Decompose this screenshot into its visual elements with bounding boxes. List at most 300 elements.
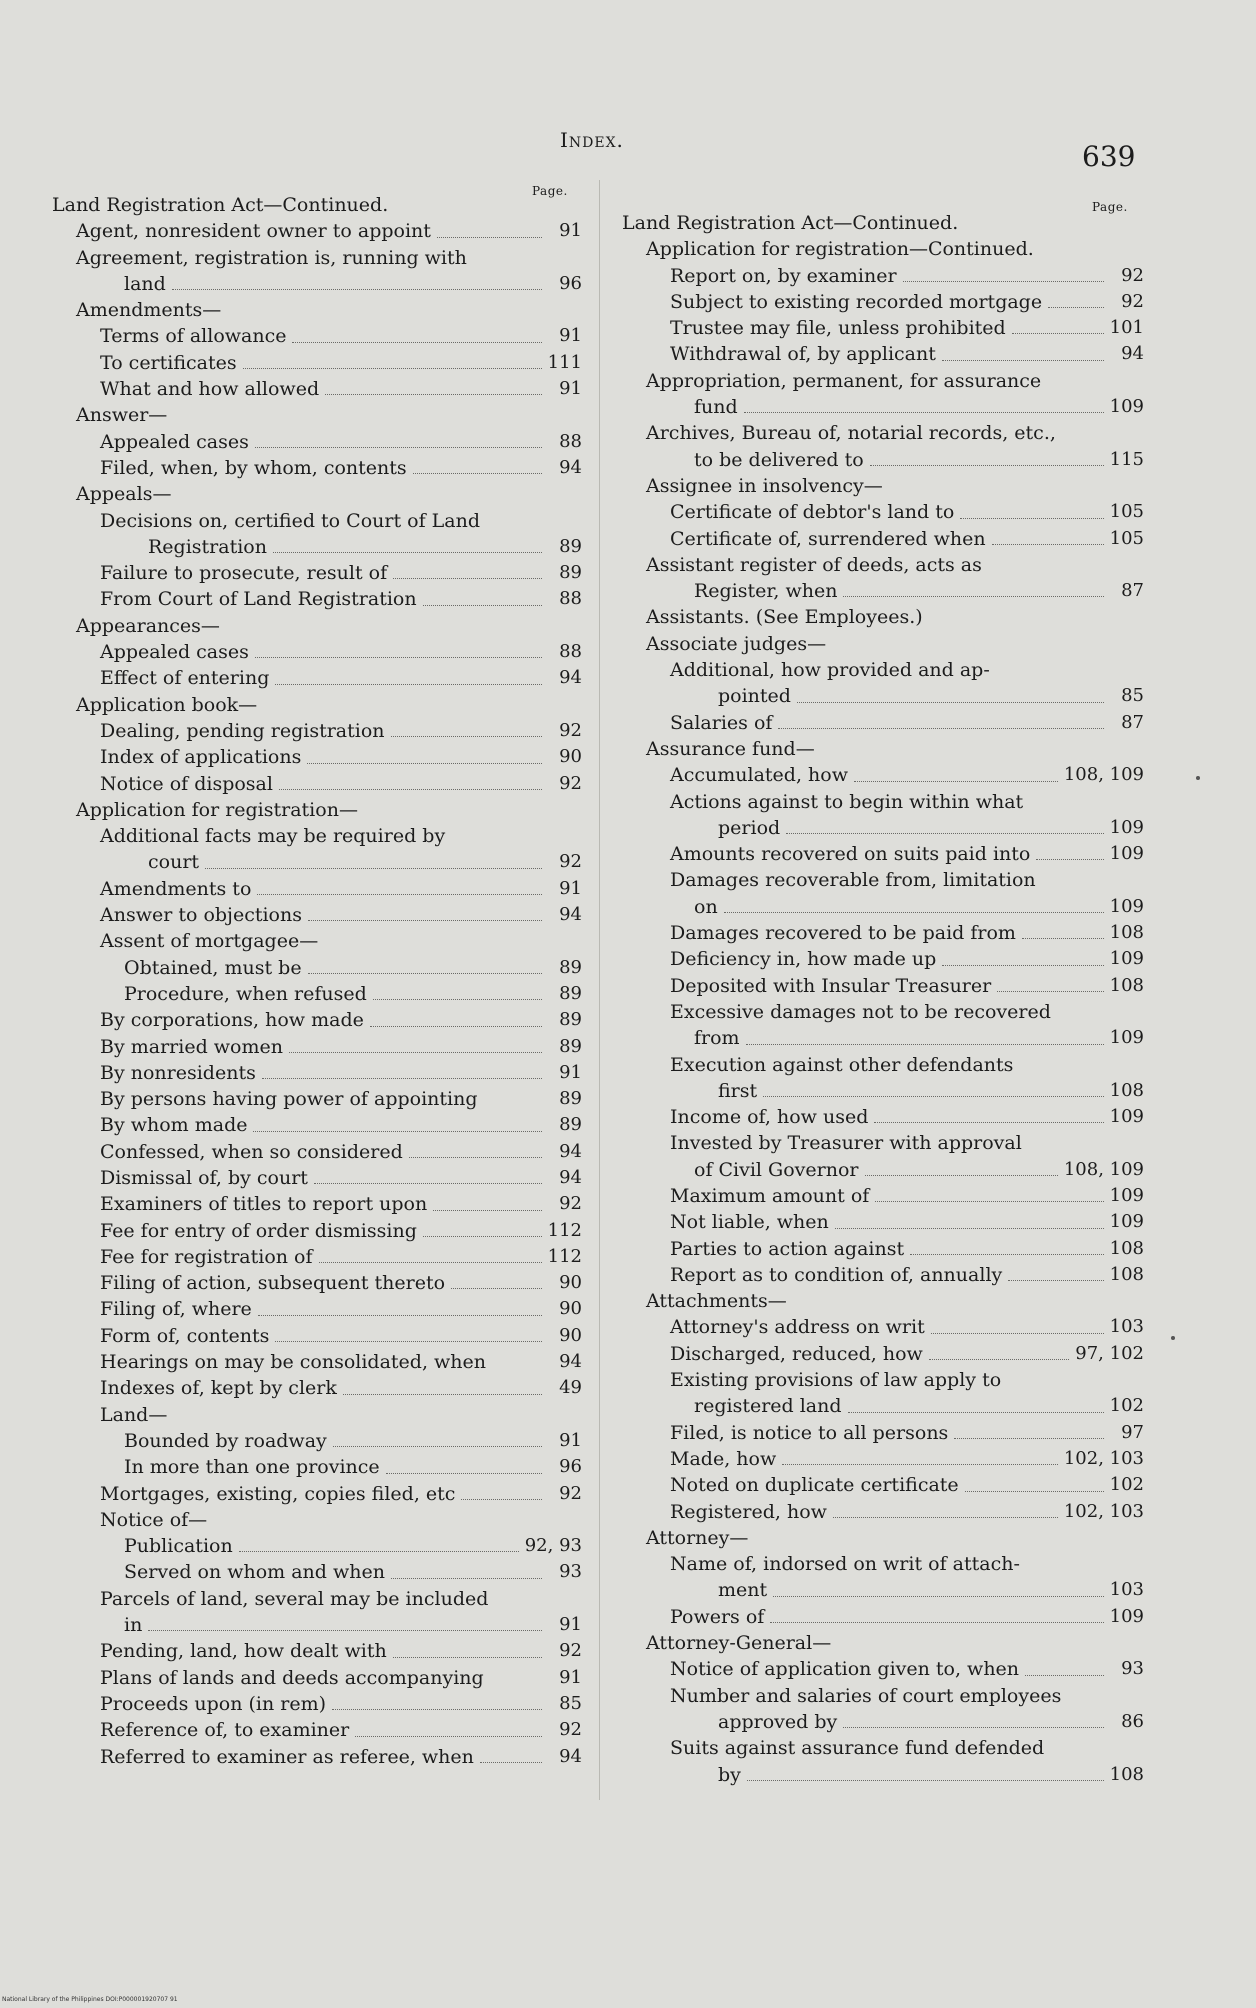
leader-dots [770,1622,1103,1623]
index-entry [622,789,1144,815]
leader-dots [391,736,542,737]
index-entry-text: Additional, how provided and ap- [670,659,990,682]
leader-dots [451,1288,542,1289]
index-entry [52,1139,582,1165]
index-page-ref: 90 [559,746,582,768]
index-page-ref: 94 [559,1745,582,1767]
index-entry-text: Filed, is notice to all persons [670,1421,949,1444]
index-entry [622,815,1144,841]
index-entry [622,394,1144,420]
index-page-ref: 109 [1109,1184,1144,1206]
index-page-ref: 93 [1121,1658,1144,1680]
index-entry [52,823,582,849]
index-entry [52,429,582,455]
leader-dots [413,473,542,474]
index-page-ref: 109 [1109,1605,1144,1627]
index-entry-text: Land Registration Act—Continued. [622,212,959,234]
index-entry-text: Referred to examiner as referee, when [100,1745,474,1768]
index-entry-text: Bounded by roadway [124,1429,327,1452]
index-entry-text: Assurance fund— [646,737,815,760]
index-entry-text: From Court of Land Registration [100,588,417,611]
index-page-ref: 87 [1121,580,1144,602]
leader-dots [763,1096,1103,1097]
index-entry [622,710,1144,736]
index-entry [52,1165,582,1191]
index-page-ref: 87 [1121,711,1144,733]
index-entry-text: Powers of [670,1605,765,1628]
index-entry-text: Appealed cases [100,430,249,453]
index-entry [52,1007,582,1033]
page-title: Index. [560,128,624,152]
index-entry [622,683,1144,709]
index-entry-text: Effect of entering [100,667,270,690]
index-entry-text: To certificates [100,351,237,374]
index-entry-text: By whom made [100,1114,248,1137]
index-entry-text: Additional facts may be required by [100,825,446,848]
index-page-ref: 88 [559,588,582,610]
index-entry [622,1104,1144,1130]
index-entry-text: Report as to condition of, annually [670,1263,1003,1286]
index-entry [52,271,582,297]
index-entry [622,1683,1144,1709]
index-page-ref: 91 [559,325,582,347]
leader-dots [1012,333,1104,334]
index-entry [622,657,1144,683]
index-entry-text: Index of applications [100,746,302,769]
index-entry-text: Noted on duplicate certificate [670,1474,959,1497]
index-entry-text: Answer to objections [100,904,302,927]
index-entry [622,1052,1144,1078]
leader-dots [992,544,1104,545]
index-page-ref: 89 [559,562,582,584]
index-entry-text: Examiners of titles to report upon [100,1193,428,1216]
index-entry-text: Attachments— [646,1290,787,1313]
leader-dots [273,552,542,553]
index-page-ref: 109 [1109,396,1144,418]
leader-dots [746,1044,1104,1045]
index-entry-text: Existing provisions of law apply to [670,1369,1002,1392]
index-page-ref: 92 [559,772,582,794]
leader-dots [744,412,1104,413]
index-page-ref: 89 [559,535,582,557]
leader-dots [782,1464,1058,1465]
index-page-ref: 91 [559,877,582,899]
index-entry [52,1086,582,1112]
leader-dots [843,1727,1104,1728]
leader-dots [833,1517,1058,1518]
index-entry [622,1314,1144,1340]
index-entry-text: Hearings on may be consolidated, when [100,1351,487,1374]
index-entry [622,1709,1144,1735]
index-entry [52,1481,582,1507]
index-page-ref: 91 [559,1666,582,1688]
index-page-ref: 109 [1109,1106,1144,1128]
leader-dots [960,518,1103,519]
index-page-ref: 103 [1109,1316,1144,1338]
index-entry-text: Application book— [76,693,258,716]
index-entry-text: In more than one province [124,1456,380,1479]
page-number: 639 [1082,140,1136,173]
index-entry [622,631,1144,657]
index-entry-text: Appealed cases [100,641,249,664]
index-entry-text: Parcels of land, several may be included [100,1587,489,1610]
index-entry-text: Amounts recovered on suits paid into [670,843,1031,866]
index-page-ref: 88 [559,430,582,452]
left-page-label: Page. [532,184,568,198]
leader-dots [773,1596,1104,1597]
leader-dots [275,1341,542,1342]
index-entry [52,1060,582,1086]
index-page-ref: 93 [559,1561,582,1583]
index-entry [52,560,582,586]
leader-dots [243,368,542,369]
index-entry-text: Filed, when, by whom, contents [100,456,407,479]
index-entry-text: registered land [694,1395,842,1418]
leader-dots [797,702,1104,703]
index-entry-text: Discharged, reduced, how [670,1342,923,1365]
index-page-ref: 101 [1109,317,1144,339]
right-index-column [622,210,1144,1788]
index-entry [622,1630,1144,1656]
index-entry [52,481,582,507]
scan-footer: National Library of the Philippines DOI:P000001920707 91 [2,1996,178,2003]
index-entry [622,1262,1144,1288]
index-entry [622,1183,1144,1209]
leader-dots [332,1709,542,1710]
leader-dots [929,1359,1069,1360]
index-entry-text: Plans of lands and deeds accompanying [100,1666,484,1689]
index-entry [622,499,1144,525]
index-entry-text: of Civil Governor [694,1158,859,1181]
leader-dots [1048,307,1104,308]
index-entry-text: Land Registration Act—Continued. [52,194,389,216]
index-entry [622,1341,1144,1367]
index-entry-text: on [694,895,718,918]
index-entry-text: By nonresidents [100,1061,256,1084]
index-entry-text: Subject to existing recorded mortgage [670,290,1043,313]
index-entry-text: By persons having power of appointing [100,1088,478,1111]
index-entry [622,289,1144,315]
index-entry [622,946,1144,972]
index-entry-text: Damages recoverable from, limitation [670,869,1036,892]
index-entry [52,1218,582,1244]
index-entry-text: Terms of allowance [100,325,287,348]
index-entry-text: Amendments— [76,299,222,322]
index-entry [52,1665,582,1691]
leader-dots [386,1473,542,1474]
index-entry [52,1717,582,1743]
index-entry [52,350,582,376]
leader-dots [307,763,542,764]
leader-dots [393,578,542,579]
index-entry [52,586,582,612]
index-entry-text: Obtained, must be [124,956,302,979]
index-entry [52,534,582,560]
index-entry [622,1472,1144,1498]
index-page-ref: 96 [559,1456,582,1478]
index-entry-text: Trustee may file, unless prohibited [670,317,1006,340]
leader-dots [865,1175,1058,1176]
index-page-ref: 92 [559,851,582,873]
index-page-ref: 109 [1109,816,1144,838]
index-page-ref: 88 [559,641,582,663]
index-page-ref: 102, 103 [1063,1447,1144,1469]
index-entry-text: Form of, contents [100,1324,270,1347]
index-entry [622,973,1144,999]
index-entry [622,236,1144,262]
leader-dots [433,1210,542,1211]
leader-dots [239,1551,519,1552]
index-page-ref: 103 [1109,1579,1144,1601]
index-entry [622,1367,1144,1393]
leader-dots [875,1201,1103,1202]
index-entry [52,508,582,534]
index-entry [622,447,1144,473]
index-entry [622,420,1144,446]
index-entry-text: Attorney— [646,1526,749,1549]
index-entry-text: Damages recovered to be paid from [670,922,1016,945]
index-entry [52,1428,582,1454]
index-entry-text: Fee for entry of order dismissing [100,1219,417,1242]
leader-dots [480,1762,542,1763]
index-entry-text: Dealing, pending registration [100,719,385,742]
index-entry [52,771,582,797]
index-entry [52,928,582,954]
index-page-ref: 92 [1121,264,1144,286]
index-entry [52,902,582,928]
index-entry [622,263,1144,289]
index-page-ref: 92 [559,1193,582,1215]
index-entry-text: Amendments to [100,877,252,900]
leader-dots [1036,859,1103,860]
index-entry [52,1507,582,1533]
leader-dots [942,360,1104,361]
index-entry-text: Fee for registration of [100,1245,313,1268]
leader-dots [848,1412,1104,1413]
index-entry-text: Filing of, where [100,1298,252,1321]
index-entry [52,402,582,428]
index-entry [622,210,1144,236]
right-page-label: Page. [1092,200,1128,214]
index-page-ref: 49 [559,1377,582,1399]
index-entry [622,1078,1144,1104]
index-entry-text: Indexes of, kept by clerk [100,1377,337,1400]
index-entry [622,867,1144,893]
leader-dots [903,281,1104,282]
index-entry [52,849,582,875]
index-page-ref: 94 [559,904,582,926]
index-entry [622,1236,1144,1262]
leader-dots [870,465,1104,466]
index-entry-text: Assignee in insolvency— [646,474,883,497]
leader-dots [409,1157,542,1158]
index-entry-text: Parties to action against [670,1237,905,1260]
index-page-ref: 90 [559,1272,582,1294]
index-entry-text: Execution against other defendants [670,1053,1014,1076]
leader-dots [423,605,542,606]
index-entry [52,981,582,1007]
index-entry-text: Deficiency in, how made up [670,948,937,971]
left-index-column [52,192,582,1770]
index-entry [622,736,1144,762]
index-entry [622,368,1144,394]
index-entry [52,955,582,981]
index-entry-text: Dismissal of, by court [100,1166,308,1189]
index-page-ref: 108, 109 [1063,764,1144,786]
leader-dots [843,596,1104,597]
index-entry [52,1349,582,1375]
leader-dots [289,1052,542,1053]
index-page-ref: 94 [559,1140,582,1162]
leader-dots [931,1333,1104,1334]
leader-dots [262,1078,542,1079]
index-entry [52,1270,582,1296]
index-entry-text: Decisions on, certified to Court of Land [100,509,480,532]
index-page-ref: 109 [1109,948,1144,970]
index-page-ref: 92 [559,1640,582,1662]
index-page-ref: 94 [559,1166,582,1188]
index-page-ref: 91 [559,1614,582,1636]
index-entry [52,1244,582,1270]
index-page-ref: 89 [559,956,582,978]
leader-dots [393,1657,542,1658]
index-page-ref: 97, 102 [1075,1342,1144,1364]
index-entry-text: Registration [148,535,267,558]
index-entry-text: By corporations, how made [100,1009,364,1032]
index-entry-text: ment [718,1579,768,1602]
index-entry-text: fund [694,396,738,419]
index-entry-text: Appearances— [76,614,220,637]
index-entry-text: Failure to prosecute, result of [100,562,388,585]
leader-dots [391,1578,542,1579]
index-page-ref: 102, 103 [1063,1500,1144,1522]
index-entry [622,473,1144,499]
index-entry-text: Assent of mortgagee— [100,930,319,953]
index-entry [622,1393,1144,1419]
index-entry-text: land [124,272,166,295]
index-page-ref: 105 [1109,527,1144,549]
leader-dots [292,342,542,343]
leader-dots [835,1228,1104,1229]
index-entry-text: Procedure, when refused [124,982,367,1005]
index-entry-text: Attorney-General— [646,1632,832,1655]
index-page-ref: 89 [559,982,582,1004]
index-page-ref: 102 [1109,1395,1144,1417]
index-entry [52,1402,582,1428]
leader-dots [1022,938,1104,939]
leader-dots [910,1254,1104,1255]
index-entry [622,1130,1144,1156]
index-page-ref: 89 [559,1088,582,1110]
index-entry-text: Certificate of debtor's land to [670,501,955,524]
index-entry [52,1454,582,1480]
index-entry [52,1533,582,1559]
index-entry [52,692,582,718]
leader-dots [786,833,1103,834]
leader-dots [343,1394,542,1395]
index-entry [622,1762,1144,1788]
index-page-ref: 91 [559,220,582,242]
index-page-ref: 102 [1109,1474,1144,1496]
index-entry-text: Not liable, when [670,1211,829,1234]
index-entry [52,744,582,770]
index-entry-text: by [718,1763,741,1786]
index-entry-text: Suits against assurance fund defended [670,1737,1045,1760]
index-entry-text: Notice of— [100,1508,208,1531]
index-page-ref: 94 [559,456,582,478]
index-entry-text: Withdrawal of, by applicant [670,343,936,366]
index-page-ref: 85 [559,1692,582,1714]
index-entry-text: Reference of, to examiner [100,1719,350,1742]
index-entry-text: Application for registration—Continued. [646,238,1034,261]
index-page-ref: 111 [547,351,582,373]
index-entry-text: Excessive damages not to be recovered [670,1000,1051,1023]
index-page-ref: 108 [1109,1263,1144,1285]
index-entry-text: first [718,1079,758,1102]
index-entry-text: Certificate of, surrendered when [670,527,986,550]
column-divider [599,180,600,1800]
index-page-ref: 90 [559,1298,582,1320]
leader-dots [279,789,542,790]
index-entry [52,323,582,349]
leader-dots [461,1499,542,1500]
index-entry [622,841,1144,867]
index-entry [52,245,582,271]
index-entry-text: from [694,1027,740,1050]
index-entry-text: Assistants. (See Employees.) [646,606,923,629]
leader-dots [437,237,542,238]
index-entry [52,1112,582,1138]
index-entry-text: period [718,816,781,839]
index-entry [622,1499,1144,1525]
index-entry [52,639,582,665]
index-page-ref: 86 [1121,1710,1144,1732]
leader-dots [1025,1675,1104,1676]
index-entry [52,297,582,323]
index-entry-text: Actions against to begin within what [670,790,1024,813]
index-entry [52,455,582,481]
index-entry-text: Income of, how used [670,1106,869,1129]
index-page-ref: 91 [559,1429,582,1451]
index-entry-text: to be delivered to [694,448,864,471]
leader-dots [747,1780,1104,1781]
index-page-ref: 108 [1109,1237,1144,1259]
index-entry [52,1586,582,1612]
leader-dots [942,965,1103,966]
leader-dots [325,394,542,395]
index-entry [622,999,1144,1025]
leader-dots [333,1446,542,1447]
index-entry-text: Report on, by examiner [670,264,897,287]
index-entry-text: Archives, Bureau of, notarial records, etc., [646,422,1056,445]
leader-dots [255,447,542,448]
index-page-ref: 109 [1109,843,1144,865]
index-entry [52,1744,582,1770]
index-page-ref: 89 [559,1114,582,1136]
index-entry-text: Filing of action, subsequent thereto [100,1272,446,1295]
index-page-ref: 97 [1121,1421,1144,1443]
index-page-ref: 112 [547,1245,582,1267]
index-entry [622,1656,1144,1682]
index-page-ref: 105 [1109,501,1144,523]
index-page-ref: 90 [559,1324,582,1346]
index-entry [622,1577,1144,1603]
index-page-ref: 85 [1121,685,1144,707]
leader-dots [373,999,542,1000]
index-page-ref: 108 [1109,1079,1144,1101]
index-page-ref: 94 [559,667,582,689]
leader-dots [370,1026,542,1027]
